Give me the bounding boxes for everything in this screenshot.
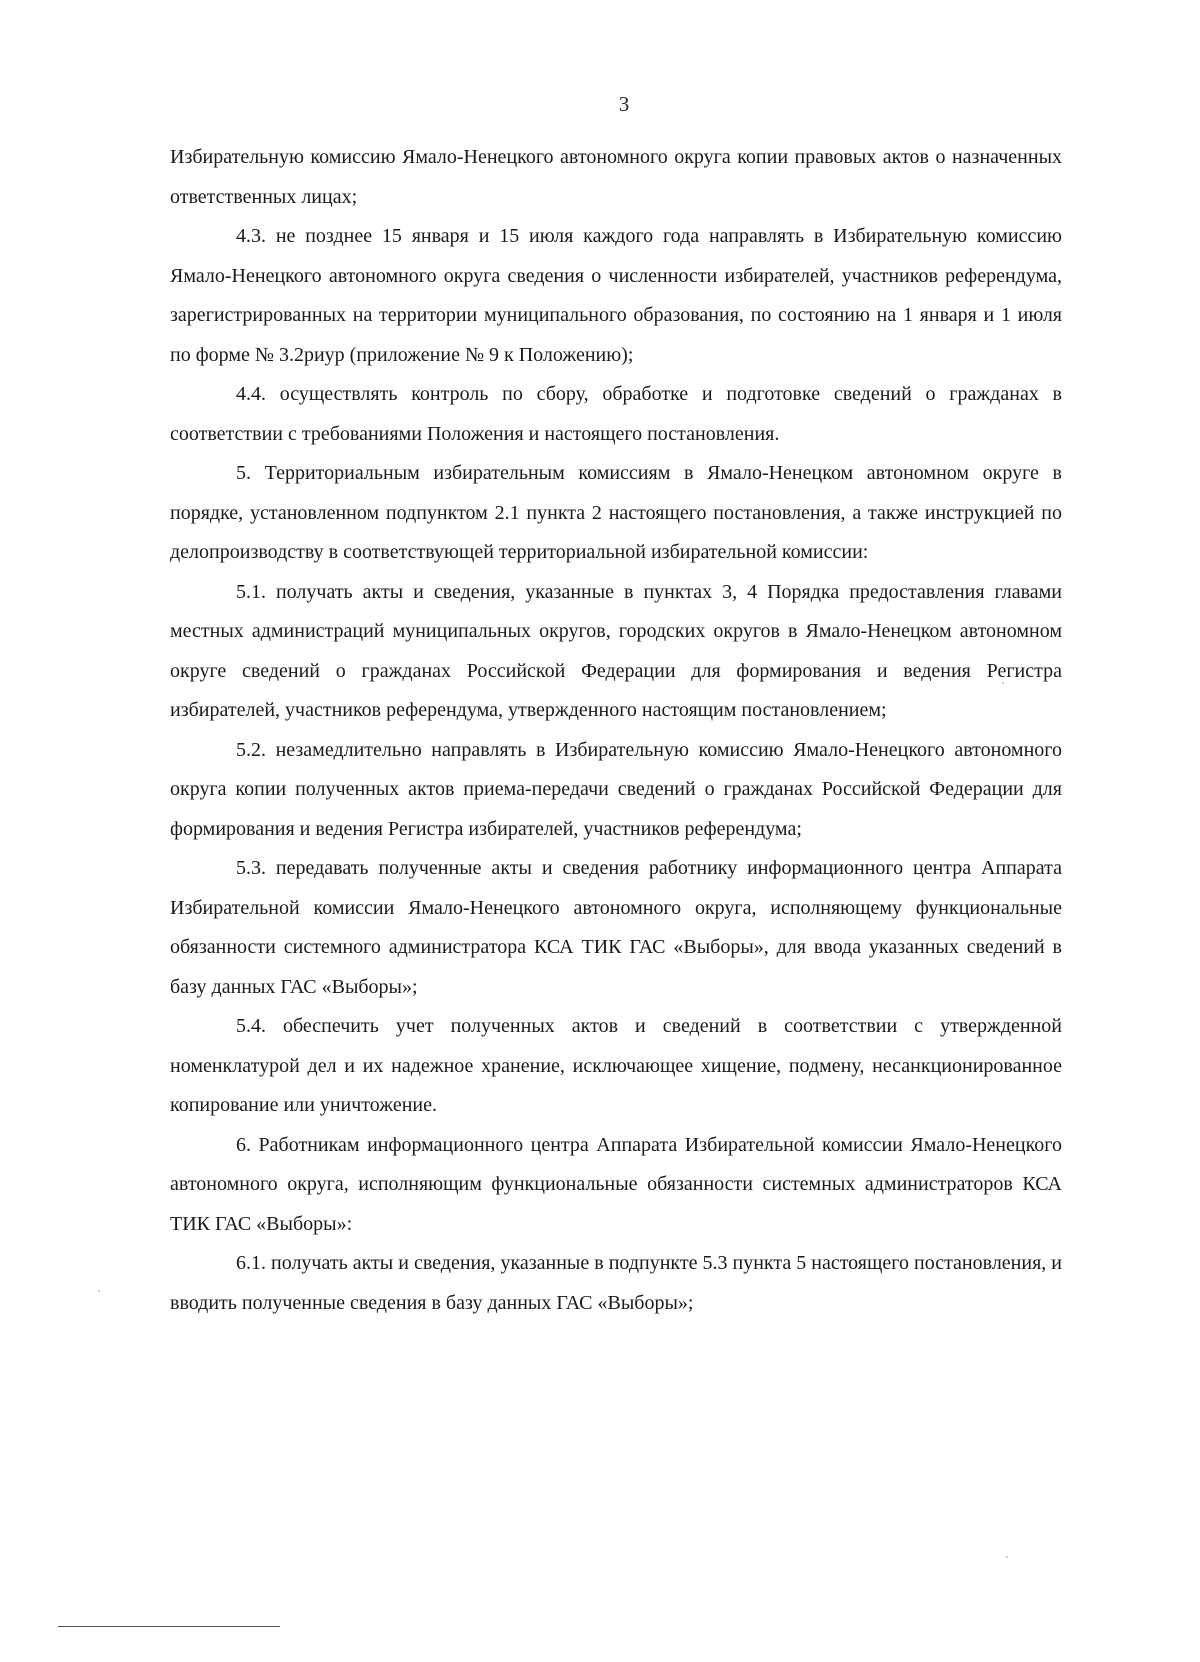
scan-speck [1002,682,1004,684]
scan-speck [98,1290,100,1292]
paragraph-5-2: 5.2. незамедлительно направлять в Избирательную комиссию Ямало-Ненецкого автономного округа копии полученных актов приема-передачи сведений о гражданах Российской Федерации для формирования и ведения Регистра избирателей, участников референдума; [170,738,1062,840]
scan-speck [1006,1556,1008,1558]
paragraph-5-4: 5.4. обеспечить учет полученных актов и сведений в соответствии с утвержденной номенклатурой дел и их надежное хранение, исключающее хищение, подмену, несанкционированное копирование или уничтожение. [170,1015,1062,1116]
paragraph-5-1: 5.1. получать акты и сведения, указанные в пунктах 3, 4 Порядка предоставления главами местных администраций муниципальных округов, городских округов в Ямало-Ненецком автономном округе сведений о гражданах Российской Федерации для формирования и ведения Регистра избирателей, участников референдума, утвержденного настоящим постановлением; [170,580,1062,721]
paragraph-continuation: Избирательную комиссию Ямало-Ненецкого автономного округа копии правовых актов о назначенных ответственных лицах; [170,146,1062,208]
page-number: 3 [618,92,630,116]
paragraph-6: 6. Работникам информационного центра Аппарата Избирательной комиссии Ямало-Ненецкого автономного округа, исполняющим функциональные обязанности системных администраторов КСА ТИК ГАС «Выборы»: [170,1133,1062,1235]
paragraph-4-3: 4.3. не позднее 15 января и 15 июля каждого года направлять в Избирательную комиссию Ямало-Ненецкого автономного округа сведения о численности избирателей, участников референдума, зарегистрированных на территории муниципального образования, по состоянию на 1 января и 1 июля по форме № 3.2риур (приложение № 9 к Положению); [170,225,1062,366]
paragraph-6-1: 6.1. получать акты и сведения, указанные в подпункте 5.3 пункта 5 настоящего постановления, и вводить полученные сведения в базу данных ГАС «Выборы»; [170,1252,1062,1314]
paragraph-5: 5. Территориальным избирательным комиссиям в Ямало-Ненецком автономном округе в порядке, установленном подпунктом 2.1 пункта 2 настоящего постановления, а также инструкцией по делопроизводству в соответствующей территориальной избирательной комиссии: [170,462,1062,563]
paragraph-5-3: 5.3. передавать полученные акты и сведения работнику информационного центра Аппарата Избирательной комиссии Ямало-Ненецкого автономного округа, исполняющему функциональные обязанности системного администратора КСА ТИК ГАС «Выборы», для ввода указанных сведений в базу данных ГАС «Выборы»; [170,857,1062,998]
document-body [170,138,1062,1323]
footer-rule [58,1626,280,1627]
paragraph-4-4: 4.4. осуществлять контроль по сбору, обработке и подготовке сведений о гражданах в соответствии с требованиями Положения и настоящего постановления. [170,383,1062,445]
